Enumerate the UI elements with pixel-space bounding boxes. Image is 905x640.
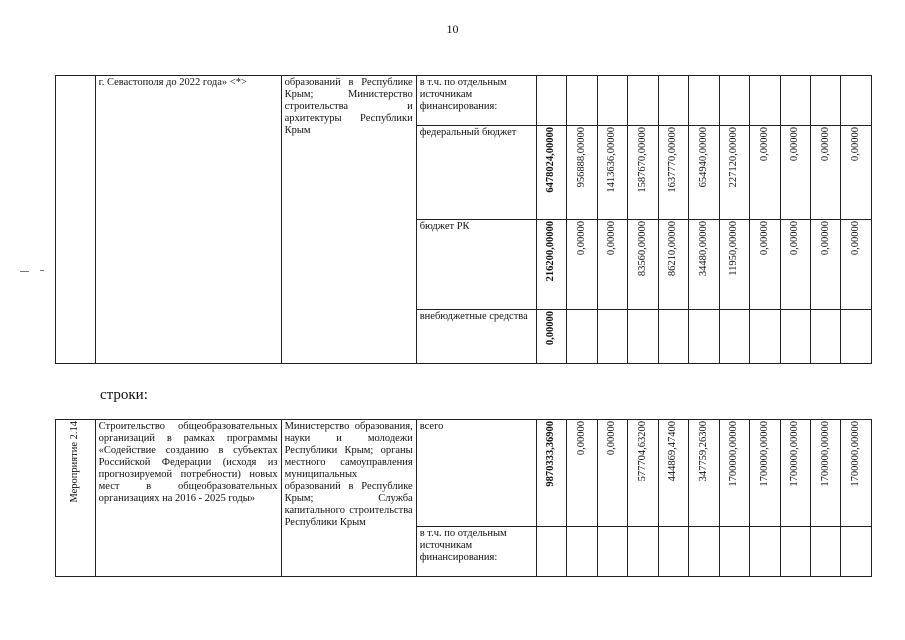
- program-name-cell: [95, 76, 281, 364]
- value-cell: 0,00000: [597, 420, 627, 527]
- margin-mark: [20, 271, 29, 272]
- value-cell: 0,00000: [750, 126, 780, 220]
- value-cell: 0,00000: [567, 220, 597, 310]
- value-cell: 0,00000: [841, 126, 872, 220]
- executor-cell: [281, 420, 416, 577]
- value-cell: 9870333,36900: [536, 420, 566, 527]
- value-cell: 1587670,00000: [628, 126, 658, 220]
- event-cell: [56, 76, 96, 364]
- value-cell: 34480,00000: [689, 220, 719, 310]
- margin-mark: [40, 270, 44, 271]
- value-cell: 956888,00000: [567, 126, 597, 220]
- source-label: федеральный бюджет: [416, 126, 536, 220]
- source-label: всего: [416, 420, 536, 527]
- program-name: г. Севастополя до 2022 года» <*>: [98, 77, 247, 88]
- value-cell: 86210,00000: [658, 220, 688, 310]
- value-cell: 1700000,00000: [841, 420, 872, 527]
- value-cell: 0,00000: [780, 126, 810, 220]
- value-cell: 0,00000: [567, 420, 597, 527]
- value-cell: 1413636,00000: [597, 126, 627, 220]
- value-cell: 1700000,00000: [719, 420, 749, 527]
- funding-table-new-rows: [55, 419, 872, 577]
- value-cell: 0,00000: [780, 220, 810, 310]
- value-cell: 11950,00000: [719, 220, 749, 310]
- executor-cell: [281, 76, 416, 364]
- value-cell: 1700000,00000: [750, 420, 780, 527]
- value-cell: 6478024,00000: [536, 126, 566, 220]
- value-cell: 1700000,00000: [780, 420, 810, 527]
- value-cell: 1700000,00000: [810, 420, 840, 527]
- value-cell: 0,00000: [810, 126, 840, 220]
- program-name-cell: [95, 420, 281, 577]
- value-cell: 0,00000: [841, 220, 872, 310]
- source-label: внебюджетные средства: [416, 310, 536, 364]
- value-cell: 0,00000: [810, 220, 840, 310]
- source-label: в т.ч. по отдельным источникам финансирования:: [416, 527, 536, 577]
- executor-text: образований в Республике Крым; Министерство строительства и архитектуры Республики Крым: [284, 77, 413, 136]
- value-cell: 0,00000: [536, 310, 566, 364]
- program-name: Строительство общеобразовательных организаций в рамках программы «Содействие созданию в субъектах Российской Федерации (исходя из прогнозируемой потребности) новых мест в общеобразовательных организациях на 2016 - 2025 годы»: [98, 421, 278, 504]
- source-label: в т.ч. по отдельным источникам финансирования:: [416, 76, 536, 126]
- executor-text: Министерство образования, науки и молодежи Республики Крым; органы местного самоуправления муниципальных образований в Республике Крым; Служба капитального строительства Республики Крым: [284, 421, 413, 528]
- value-cell: 227120,00000: [719, 126, 749, 220]
- value-cell: 83560,00000: [628, 220, 658, 310]
- source-label: бюджет РК: [416, 220, 536, 310]
- value-cell: 347759,26300: [689, 420, 719, 527]
- value-cell: 0,00000: [750, 220, 780, 310]
- event-cell: [56, 420, 96, 577]
- event-label: Мероприятие 2.14: [69, 421, 81, 503]
- value-cell: 444869,47400: [658, 420, 688, 527]
- value-cell: 1637770,00000: [658, 126, 688, 220]
- value-cell: 654940,00000: [689, 126, 719, 220]
- value-cell: 577704,63200: [628, 420, 658, 527]
- page-number: 10: [446, 22, 459, 36]
- value-cell: 216200,00000: [536, 220, 566, 310]
- funding-table-continued: [55, 75, 872, 364]
- value-cell: 0,00000: [597, 220, 627, 310]
- section-caption: строки:: [100, 387, 148, 403]
